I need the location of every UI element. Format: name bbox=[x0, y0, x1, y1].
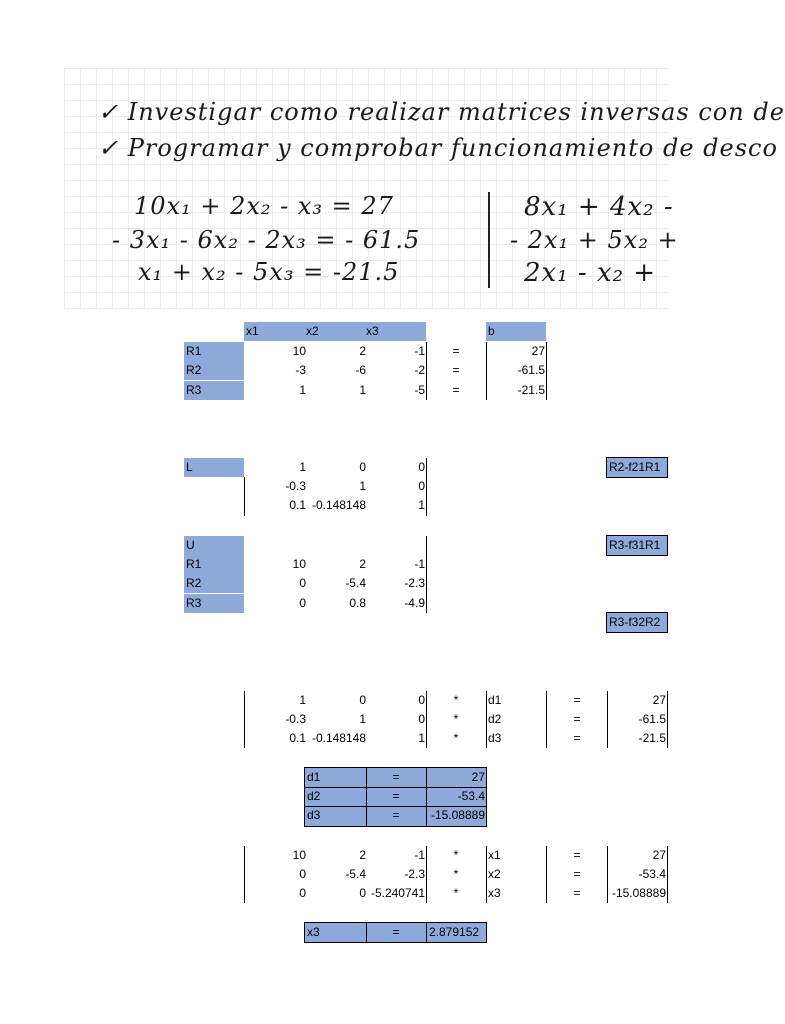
equation-left-3: x₁ + x₂ - 5x₃ = -21.5 bbox=[138, 258, 400, 286]
equals-sign: = bbox=[392, 770, 400, 784]
d-variable: d3 bbox=[488, 731, 502, 745]
matrix-cell: 2 bbox=[359, 344, 366, 358]
ld-border bbox=[486, 691, 487, 748]
ux-cell: 0 bbox=[299, 867, 306, 881]
l-border-left bbox=[244, 477, 245, 516]
x-variable: x1 bbox=[488, 848, 501, 862]
l-border-right bbox=[426, 458, 427, 516]
d-result-value: 27 bbox=[471, 770, 485, 784]
x-result-name: x3 bbox=[307, 925, 320, 939]
matrix-row-label: R2 bbox=[184, 361, 244, 380]
matrix-row-label: R3 bbox=[184, 381, 244, 400]
l-cell: 1 bbox=[299, 460, 306, 474]
notes-line-1: ✓ Investigar como realizar matrices inversas con de bbox=[98, 98, 785, 126]
d-variable: d2 bbox=[488, 712, 502, 726]
equation-right-2: - 2x₁ + 5x₂ + bbox=[510, 226, 679, 254]
ld-cell: -0.3 bbox=[285, 712, 306, 726]
b-value: -21.5 bbox=[517, 383, 545, 397]
matrix-border bbox=[426, 342, 427, 400]
multiply-sign: * bbox=[453, 731, 459, 745]
equals-sign: = bbox=[392, 808, 400, 822]
matrix-cell: -2 bbox=[414, 363, 425, 377]
l-cell: -0.148148 bbox=[311, 498, 366, 512]
operation-label: R3-f32R2 bbox=[607, 613, 667, 632]
b-value: 27 bbox=[652, 693, 666, 707]
l-cell: 1 bbox=[418, 498, 425, 512]
equals-sign: = bbox=[573, 886, 581, 900]
equals-sign: = bbox=[573, 712, 581, 726]
ux-cell: -1 bbox=[414, 848, 425, 862]
u-matrix-label: U bbox=[184, 536, 244, 555]
u-cell: -1 bbox=[414, 557, 425, 571]
equals-sign: = bbox=[573, 731, 581, 745]
l-cell: 0 bbox=[359, 460, 366, 474]
d-value: -53.4 bbox=[638, 867, 666, 881]
ld-cell: 0 bbox=[418, 712, 425, 726]
u-cell: -2.3 bbox=[404, 576, 425, 590]
matrix-header-b: b bbox=[486, 322, 546, 341]
ux-cell: 0 bbox=[359, 886, 366, 900]
matrix-border bbox=[546, 342, 547, 400]
equals-sign: = bbox=[392, 925, 400, 939]
u-row-label: R3 bbox=[184, 594, 244, 613]
x-result-gridline bbox=[426, 923, 427, 942]
u-cell: 2 bbox=[359, 557, 366, 571]
equation-left-1: 10x₁ + 2x₂ - x₃ = 27 bbox=[134, 192, 394, 220]
multiply-sign: * bbox=[453, 867, 459, 881]
u-cell: 0 bbox=[299, 596, 306, 610]
ld-cell: 0.1 bbox=[289, 731, 306, 745]
l-cell: 0.1 bbox=[289, 498, 306, 512]
u-cell: 10 bbox=[292, 557, 306, 571]
x-variable: x2 bbox=[488, 867, 501, 881]
d-value: 27 bbox=[652, 848, 666, 862]
matrix-border bbox=[486, 342, 487, 400]
ux-border bbox=[486, 846, 487, 903]
equals-sign: = bbox=[573, 848, 581, 862]
ld-border bbox=[244, 691, 245, 748]
ld-cell: 0 bbox=[418, 693, 425, 707]
matrix-cell: -5 bbox=[414, 383, 425, 397]
ld-border bbox=[546, 691, 547, 748]
ld-cell: 1 bbox=[359, 712, 366, 726]
d-result-name: d3 bbox=[307, 808, 321, 822]
operation-label: R3-f31R1 bbox=[607, 536, 667, 555]
l-cell: 0 bbox=[418, 460, 425, 474]
ux-border bbox=[546, 846, 547, 903]
x-variable: x3 bbox=[488, 886, 501, 900]
d-value: -15.08889 bbox=[611, 886, 666, 900]
matrix-cell: -1 bbox=[414, 344, 425, 358]
ux-cell: -5.4 bbox=[345, 867, 366, 881]
matrix-cell: -3 bbox=[295, 363, 306, 377]
ux-border bbox=[607, 846, 608, 903]
ld-border bbox=[607, 691, 608, 748]
equals-sign: = bbox=[452, 344, 460, 358]
matrix-cell: 1 bbox=[299, 383, 306, 397]
ux-border bbox=[244, 846, 245, 903]
multiply-sign: * bbox=[453, 712, 459, 726]
ld-cell: 1 bbox=[418, 731, 425, 745]
multiply-sign: * bbox=[453, 886, 459, 900]
u-cell: 0.8 bbox=[349, 596, 366, 610]
d-variable: d1 bbox=[488, 693, 502, 707]
ux-cell: 2 bbox=[359, 848, 366, 862]
b-value: -61.5 bbox=[517, 363, 545, 377]
ux-cell: 10 bbox=[292, 848, 306, 862]
ld-border bbox=[426, 691, 427, 748]
ux-cell: -5.240741 bbox=[370, 886, 425, 900]
u-cell: -4.9 bbox=[404, 596, 425, 610]
ux-border bbox=[667, 846, 668, 903]
equals-sign: = bbox=[452, 363, 460, 377]
operation-label: R2-f21R1 bbox=[607, 458, 667, 477]
d-result-value: -53.4 bbox=[457, 789, 485, 803]
l-cell: 0 bbox=[418, 479, 425, 493]
equation-left-2: - 3x₁ - 6x₂ - 2x₃ = - 61.5 bbox=[112, 226, 421, 254]
l-matrix-label: L bbox=[184, 458, 244, 477]
handwritten-notes-image bbox=[64, 68, 785, 310]
equals-sign: = bbox=[392, 789, 400, 803]
equation-right-1: 8x₁ + 4x₂ - bbox=[524, 192, 674, 222]
ld-border bbox=[667, 691, 668, 748]
matrix-header-x3: x3 bbox=[366, 324, 379, 338]
matrix-row-label: R1 bbox=[184, 342, 244, 361]
ux-border bbox=[426, 846, 427, 903]
b-value: 27 bbox=[531, 344, 545, 358]
ux-cell: -2.3 bbox=[404, 867, 425, 881]
equals-sign: = bbox=[452, 383, 460, 397]
l-cell: -0.3 bbox=[285, 479, 306, 493]
matrix-cell: 1 bbox=[359, 383, 366, 397]
x-result-value: 2.879152 bbox=[429, 925, 480, 939]
matrix-cell: -6 bbox=[355, 363, 366, 377]
d-result-name: d2 bbox=[307, 789, 321, 803]
u-row-label: R2 bbox=[184, 574, 244, 593]
equals-sign: = bbox=[573, 693, 581, 707]
matrix-header-x1: x1 bbox=[246, 324, 259, 338]
b-value: -21.5 bbox=[638, 731, 666, 745]
l-cell: 1 bbox=[359, 479, 366, 493]
d-result-value: -15.08889 bbox=[430, 808, 485, 822]
u-cell: -5.4 bbox=[345, 576, 366, 590]
multiply-sign: * bbox=[453, 693, 459, 707]
matrix-cell: 10 bbox=[292, 344, 306, 358]
u-border-right bbox=[426, 536, 427, 613]
matrix-header-bar bbox=[244, 322, 426, 341]
equals-sign: = bbox=[573, 867, 581, 881]
ld-cell: 1 bbox=[299, 693, 306, 707]
u-cell: 0 bbox=[299, 576, 306, 590]
multiply-sign: * bbox=[453, 848, 459, 862]
ld-cell: 0 bbox=[359, 693, 366, 707]
b-value: -61.5 bbox=[638, 712, 666, 726]
ld-cell: -0.148148 bbox=[311, 731, 366, 745]
equation-right-3: 2x₁ - x₂ + bbox=[524, 258, 657, 288]
notes-line-2: ✓ Programar y comprobar funcionamiento de desco bbox=[98, 134, 778, 162]
equation-divider bbox=[488, 192, 490, 288]
u-row-label: R1 bbox=[184, 555, 244, 574]
d-result-name: d1 bbox=[307, 770, 321, 784]
matrix-header-x2: x2 bbox=[306, 324, 319, 338]
ux-cell: 0 bbox=[299, 886, 306, 900]
